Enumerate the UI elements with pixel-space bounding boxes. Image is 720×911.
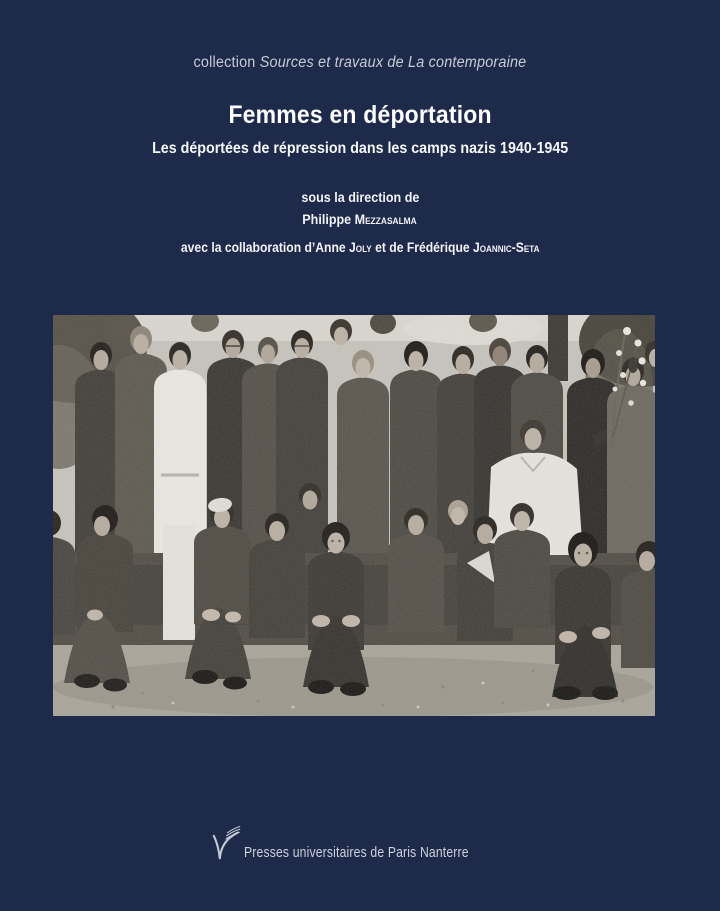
collaborator-name-1: Joly bbox=[348, 240, 372, 255]
collection-series-title: Sources et travaux de La contemporaine bbox=[259, 54, 527, 71]
publisher-block bbox=[0, 823, 720, 863]
director-first-name: Philippe bbox=[302, 212, 356, 227]
director-last-name: Mezzasalma bbox=[355, 212, 418, 227]
direction-line: sous la direction de bbox=[301, 190, 419, 205]
publisher-logo-icon bbox=[209, 823, 241, 863]
book-title: Femmes en déportation bbox=[228, 101, 492, 129]
book-subtitle: Les déportées de répression dans les camps nazis 1940-1945 bbox=[151, 140, 569, 157]
cover-photo-illustration bbox=[53, 315, 655, 716]
collection-prefix: collection bbox=[193, 54, 260, 71]
director-name bbox=[0, 212, 720, 227]
collab-text-1: avec la collaboration d’Anne bbox=[180, 240, 349, 255]
collection-line bbox=[0, 54, 720, 72]
collaborator-name-2: Joannic-Seta bbox=[472, 240, 540, 255]
cover-photo bbox=[53, 315, 655, 716]
collaboration-line bbox=[0, 240, 720, 255]
collab-text-2: et de Frédérique bbox=[371, 240, 473, 255]
publisher-name: Presses universitaires de Paris Nanterre bbox=[243, 845, 469, 861]
